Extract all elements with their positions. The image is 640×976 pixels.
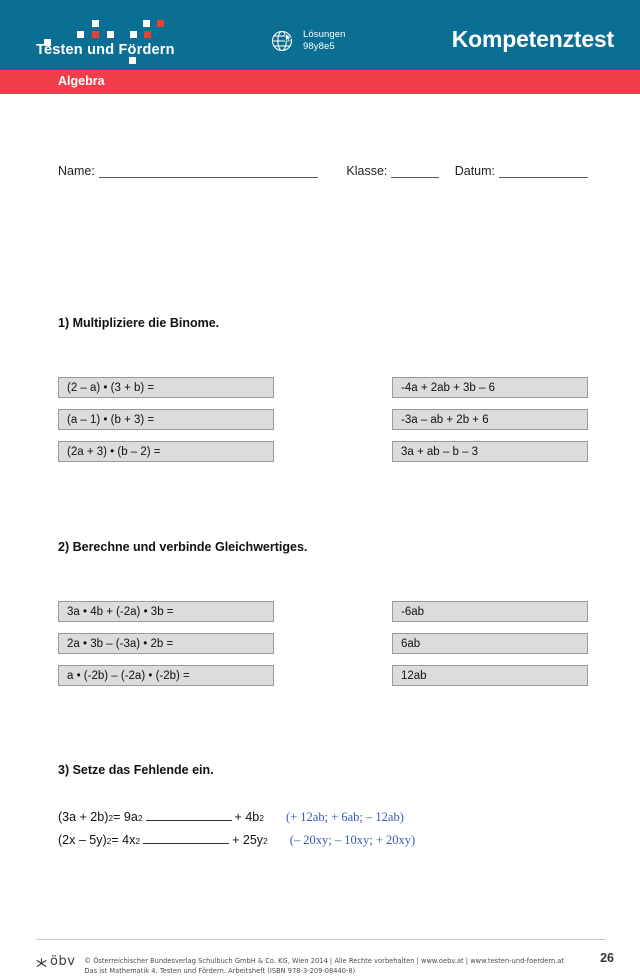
logo-square-white [92, 20, 99, 27]
answer-box[interactable]: 3a + ab – b – 3 [392, 441, 588, 462]
exercise-1-title: 1) Multipliziere die Binome. [58, 316, 220, 330]
answer-box[interactable]: 6ab [392, 633, 588, 654]
logo-square-white [130, 31, 137, 38]
name-input[interactable] [99, 164, 319, 178]
table-row [58, 441, 588, 462]
table-row [58, 665, 588, 686]
exercise-2-title: 2) Berechne und verbinde Gleichwertiges. [58, 540, 308, 554]
logo-square-red [157, 20, 164, 27]
obv-star-icon [36, 956, 47, 967]
equation-row: (3a + 2b) 2 = 9a 2 + 4b 2 (+ 12ab; + 6ab; – 12ab) [58, 810, 404, 824]
loesungen-code: 98y8e5 [303, 41, 335, 52]
table-row [58, 633, 588, 654]
logo-square-white [107, 31, 114, 38]
table-row [58, 377, 588, 398]
logo-square-red [92, 31, 99, 38]
equation-mid: = 4x [111, 833, 136, 847]
answer-box[interactable]: -6ab [392, 601, 588, 622]
question-box[interactable]: a • (-2b) – (-2a) • (-2b) = [58, 665, 274, 686]
solution-hint: (+ 12ab; + 6ab; – 12ab) [285, 810, 404, 824]
subject-label: Algebra [58, 74, 105, 88]
loesungen-text [303, 29, 346, 53]
exercise-2-boxes [58, 601, 588, 686]
table-row [58, 409, 588, 430]
answer-box[interactable]: 12ab [392, 665, 588, 686]
identity-line [58, 164, 588, 178]
klasse-label: Klasse: [346, 164, 388, 178]
equation-mid: = 9a [113, 810, 138, 824]
publisher-name: öbv [50, 954, 76, 969]
equation-blank-input[interactable] [146, 808, 232, 821]
equation-lhs: (2x – 5y) [58, 833, 107, 847]
subject-bar [0, 70, 640, 94]
loesungen-block [270, 28, 346, 54]
globe-cursor-icon [270, 28, 296, 54]
footer-content [36, 953, 564, 976]
publisher-logo [36, 953, 75, 969]
page-title: Kompetenztest [451, 26, 614, 52]
exercise-3-equations [58, 808, 588, 854]
footer-divider [36, 939, 606, 940]
copyright-text [84, 953, 564, 976]
question-box[interactable]: 3a • 4b + (-2a) • 3b = [58, 601, 274, 622]
logo-square-red [144, 31, 151, 38]
question-box[interactable]: (a – 1) • (b + 3) = [58, 409, 274, 430]
question-box[interactable]: (2a + 3) • (b – 2) = [58, 441, 274, 462]
copyright-line-1: © Österreichischer Bundesverlag Schulbuch GmbH & Co. KG, Wien 2014 | Alle Rechte vorbehalten | www.oebv.at | www.testen-und-foerdern.at [84, 957, 565, 965]
loesungen-label: Lösungen [303, 29, 346, 40]
copyright-line-2: Das ist Mathematik 4. Testen und Fördern. Arbeitsheft (ISBN 978-3-209-08440-8) [84, 967, 356, 975]
logo-square-white [143, 20, 150, 27]
logo-square-white [129, 57, 136, 64]
klasse-input[interactable] [391, 164, 438, 178]
equation-row: (2x – 5y) 2 = 4x 2 + 25y 2 (– 20xy; – 10xy; + 20xy) [58, 833, 416, 847]
equation-blank-input[interactable] [143, 831, 229, 844]
question-box[interactable]: (2 – a) • (3 + b) = [58, 377, 274, 398]
brand-title: Testen und Fördern [36, 42, 175, 58]
equation-tail: + 25y [232, 833, 264, 847]
answer-box[interactable]: -3a – ab + 2b + 6 [392, 409, 588, 430]
question-box[interactable]: 2a • 3b – (-3a) • 2b = [58, 633, 274, 654]
page-header [0, 0, 640, 70]
exercise-3-title: 3) Setze das Fehlende ein. [58, 763, 214, 777]
exercise-1-boxes [58, 377, 588, 462]
table-row [58, 601, 588, 622]
equation-tail: + 4b [234, 810, 260, 824]
equation-lhs: (3a + 2b) [58, 810, 109, 824]
solution-hint: (– 20xy; – 10xy; + 20xy) [289, 833, 416, 847]
page-number: 26 [600, 951, 614, 965]
answer-box[interactable]: -4a + 2ab + 3b – 6 [392, 377, 588, 398]
datum-label: Datum: [454, 164, 496, 178]
name-label: Name: [58, 164, 95, 178]
datum-input[interactable] [499, 164, 588, 178]
logo-square-white [77, 31, 84, 38]
